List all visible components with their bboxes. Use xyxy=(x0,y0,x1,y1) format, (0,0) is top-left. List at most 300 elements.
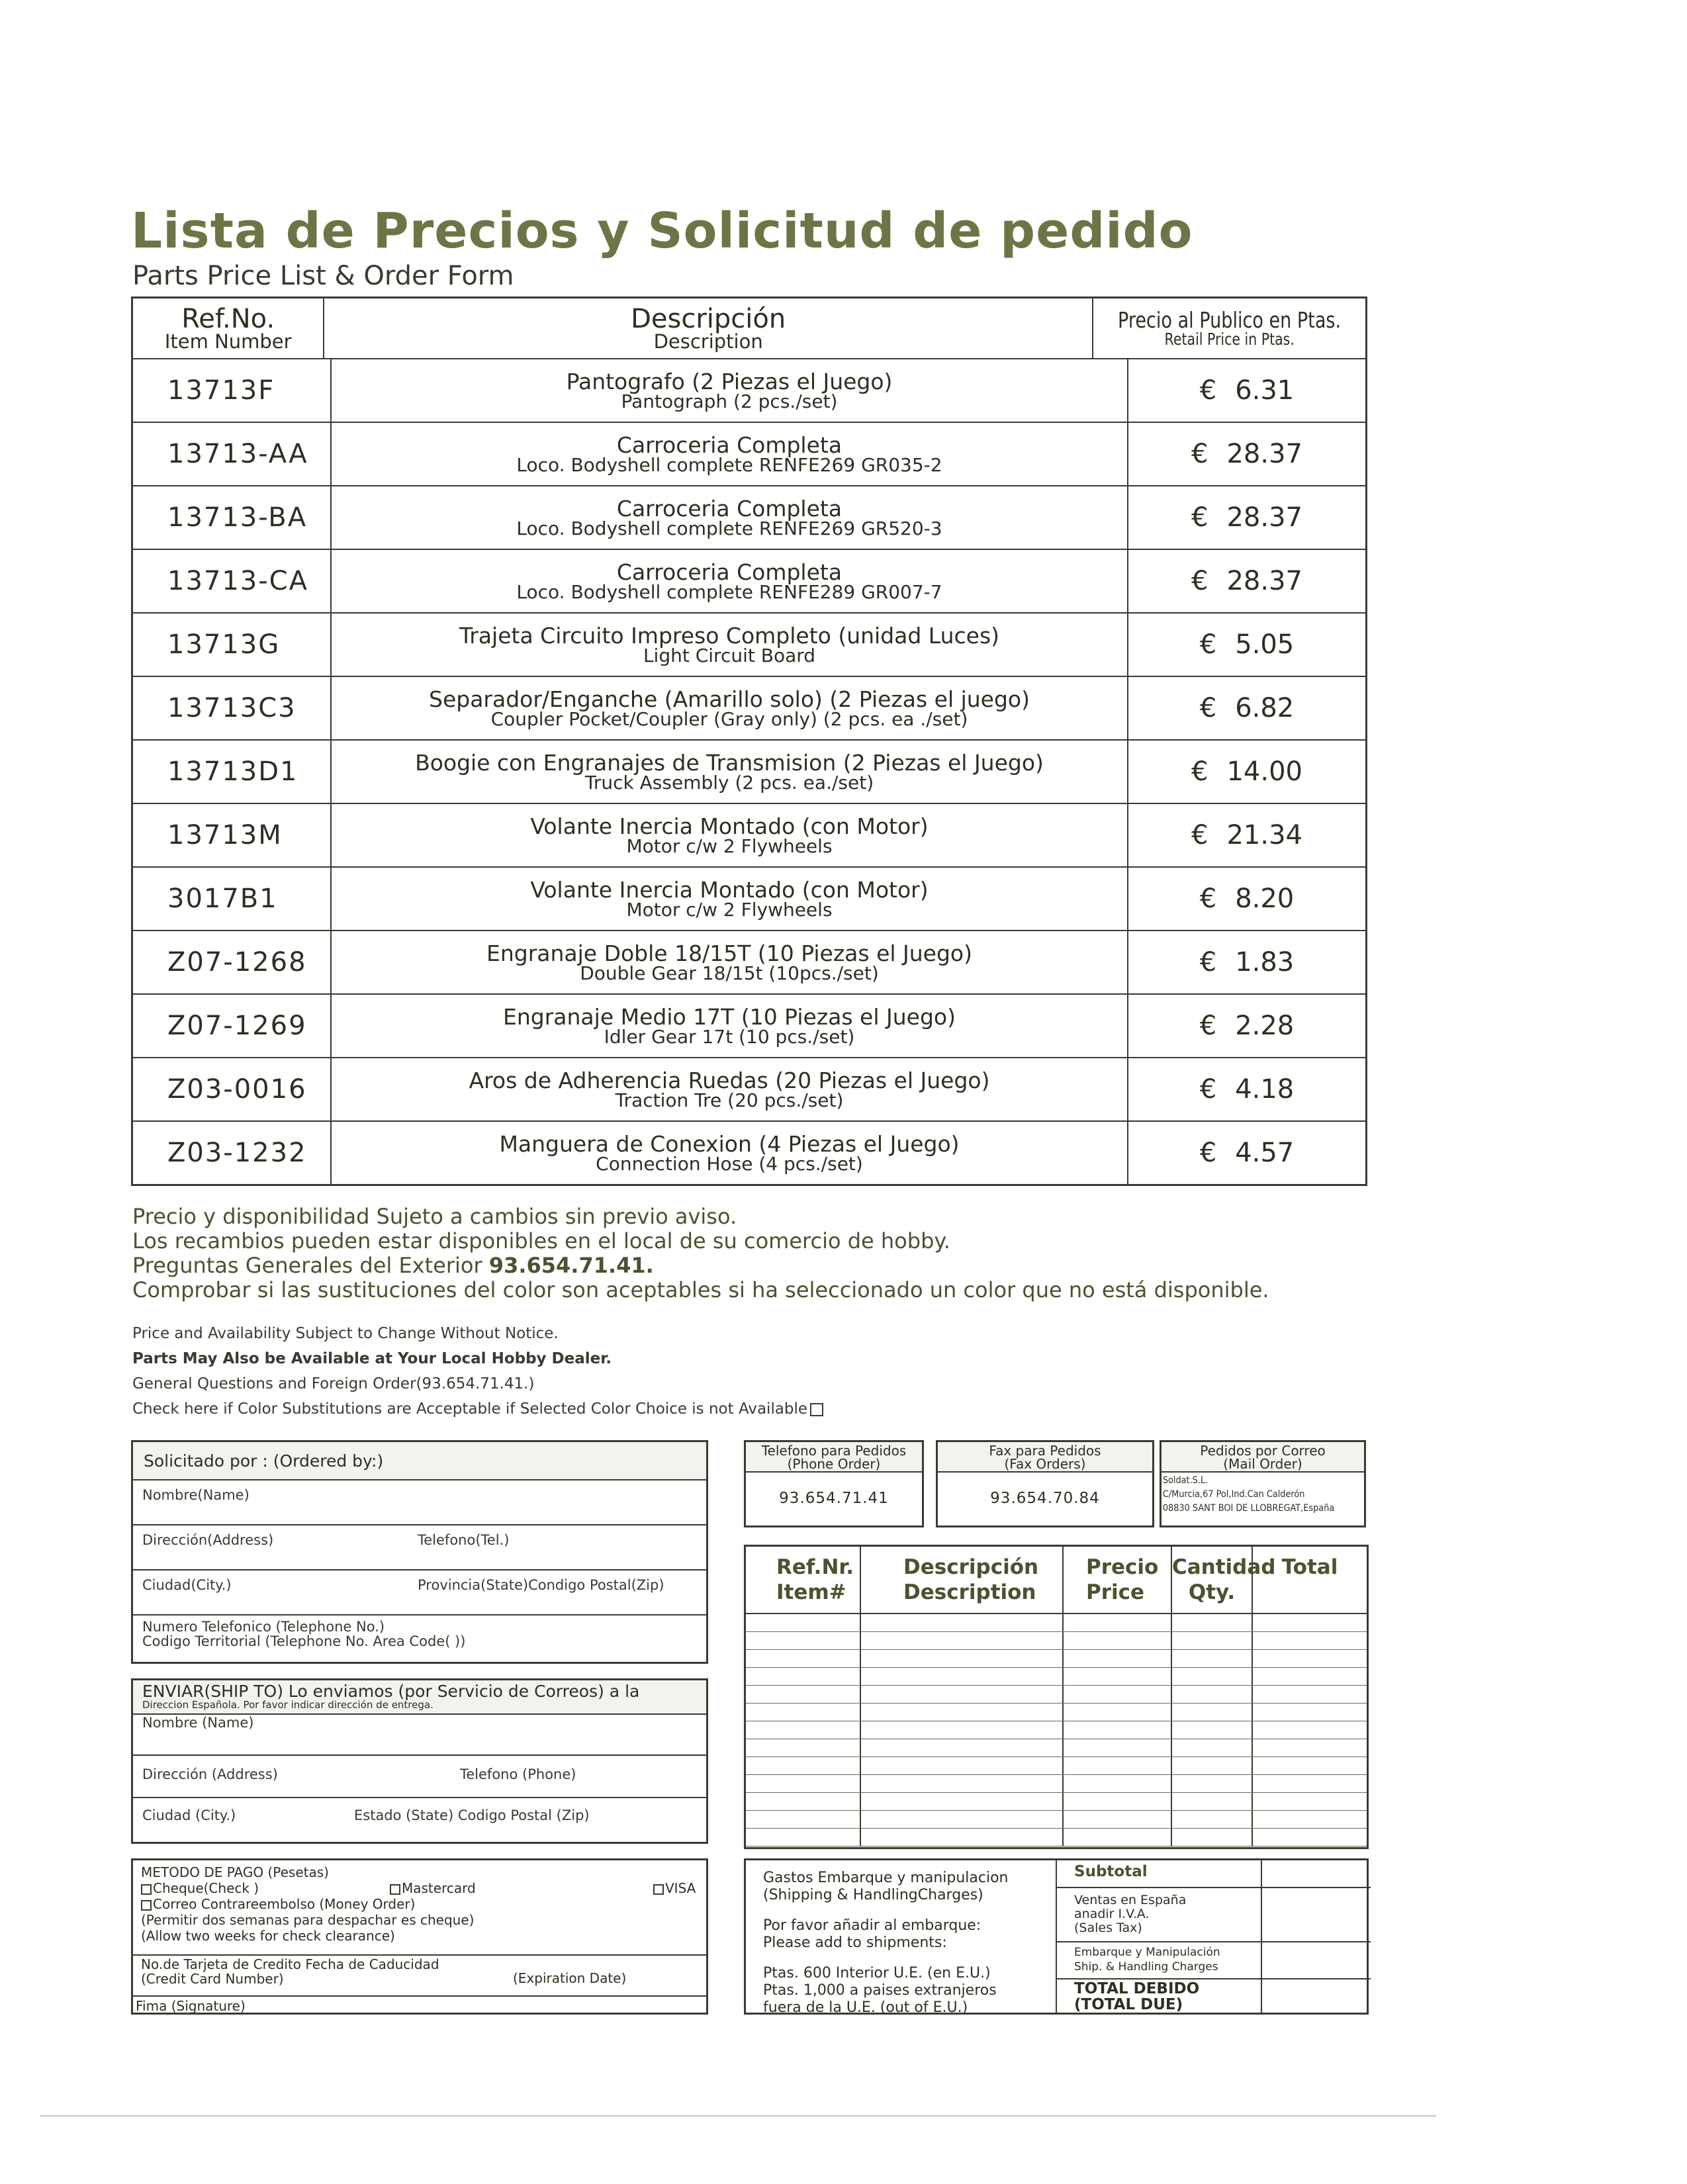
order-cell[interactable] xyxy=(1064,1632,1172,1649)
notes-english xyxy=(132,1321,823,1422)
price-value xyxy=(1200,947,1295,978)
phone-order-head-es: Telefono para Pedidos xyxy=(761,1443,907,1459)
order-cell[interactable] xyxy=(1172,1632,1253,1649)
name-label: Nombre(Name) xyxy=(142,1487,250,1503)
ship-state-label: Estado (State) Codigo Postal (Zip) xyxy=(354,1807,590,1823)
order-line[interactable] xyxy=(746,1704,1367,1721)
page-title: Lista de Precios y Solicitud de pedido xyxy=(131,203,1193,259)
price-amount: 1.83 xyxy=(1235,947,1295,978)
price-value xyxy=(1200,693,1295,723)
phone-order-box xyxy=(744,1440,924,1527)
order-cell[interactable] xyxy=(1253,1721,1367,1739)
shipping-line-3: Por favor añadir al embarque: xyxy=(763,1917,981,1934)
expiration-label: (Expiration Date) xyxy=(513,1970,627,1986)
shipping-line-4: Please add to shipments: xyxy=(763,1934,947,1951)
price-cell xyxy=(1128,1058,1365,1120)
name-field[interactable] xyxy=(133,1480,706,1525)
ordered-by-box xyxy=(131,1440,708,1664)
ship-address-field[interactable] xyxy=(133,1756,706,1798)
ref-header xyxy=(133,298,324,358)
ot-qty-header xyxy=(1172,1547,1276,1613)
price-amount: 6.82 xyxy=(1235,693,1295,723)
signature-divider xyxy=(133,1995,706,1997)
description-cell xyxy=(332,677,1128,739)
city-state-field[interactable] xyxy=(133,1570,706,1615)
description-en: Traction Tre (20 pcs./set) xyxy=(615,1089,844,1111)
ref-cell: 13713-AA xyxy=(133,423,332,485)
description-cell xyxy=(332,1058,1128,1120)
price-amount: 5.05 xyxy=(1235,629,1295,660)
description-cell xyxy=(332,359,1128,422)
ship-to-title: ENVIAR(SHIP TO) Lo enviamos (por Servicio de Correos) a la xyxy=(142,1682,640,1701)
order-cell[interactable] xyxy=(861,1775,1064,1792)
description-en: Truck Assembly (2 pcs. ea./set) xyxy=(584,771,874,794)
shipping-charges-box xyxy=(744,1858,1369,2015)
ot-price-header xyxy=(1064,1547,1172,1613)
payment-title: METODO DE PAGO (Pesetas) xyxy=(141,1864,329,1880)
order-cell[interactable] xyxy=(1172,1829,1253,1846)
currency-symbol: € xyxy=(1199,693,1217,723)
tel-number-label: Numero Telefonico (Telephone No.) xyxy=(142,1619,385,1635)
payment-note-2: (Allow two weeks for check clearance) xyxy=(141,1928,395,1944)
order-line[interactable] xyxy=(746,1614,1367,1632)
description-es: Manguera de Conexion (4 Piezas el Juego) xyxy=(499,1130,960,1157)
description-en: Motor c/w 2 Flywheels xyxy=(626,898,833,921)
price-value xyxy=(1200,1074,1295,1105)
order-cell[interactable] xyxy=(1253,1632,1367,1649)
description-cell xyxy=(332,614,1128,676)
order-cell[interactable] xyxy=(1253,1757,1367,1774)
order-table xyxy=(744,1545,1369,1849)
price-cell xyxy=(1128,423,1365,485)
description-cell xyxy=(332,1122,1128,1184)
payment-box xyxy=(131,1858,708,2015)
order-cell[interactable] xyxy=(861,1811,1064,1828)
total-due-row xyxy=(1057,1979,1371,2013)
price-row xyxy=(133,549,1365,612)
price-amount: 2.28 xyxy=(1235,1011,1295,1041)
shipping-spacer-1 xyxy=(763,1904,1056,1917)
price-value xyxy=(1200,629,1295,660)
order-cell[interactable] xyxy=(1064,1757,1172,1774)
order-cell[interactable] xyxy=(861,1829,1064,1846)
phone-order-number: 93.654.71.41 xyxy=(779,1490,889,1507)
price-row xyxy=(133,676,1365,739)
order-line[interactable] xyxy=(746,1650,1367,1668)
note-en-3: General Questions and Foreign Order(93.654.71.41.) xyxy=(132,1375,535,1392)
order-cell[interactable] xyxy=(1172,1811,1253,1828)
order-cell[interactable] xyxy=(1253,1686,1367,1703)
shipping-line-6: Ptas. 1,000 a paises extranjeros xyxy=(763,1982,997,1999)
price-amount: 4.57 xyxy=(1235,1138,1295,1168)
order-cell[interactable] xyxy=(746,1811,861,1828)
note-es-4: Comprobar si las sustituciones del color son aceptables si ha seleccionado un color que no está disponible. xyxy=(132,1277,1269,1302)
check-label: Cheque(Check ) xyxy=(153,1880,259,1896)
desc-header-es: Descripción xyxy=(631,303,786,334)
price-cell xyxy=(1128,868,1365,930)
price-amount: 6.31 xyxy=(1235,375,1295,406)
mail-order-head xyxy=(1162,1442,1364,1473)
money-order-label: Correo Contrareembolso (Money Order) xyxy=(153,1896,416,1912)
ot-desc-en: Description xyxy=(903,1580,1036,1604)
order-cell[interactable] xyxy=(1064,1668,1172,1685)
description-en: Motor c/w 2 Flywheels xyxy=(626,835,833,857)
order-cell[interactable] xyxy=(1064,1650,1172,1667)
description-es: Volante Inercia Montado (con Motor) xyxy=(530,876,929,903)
description-cell xyxy=(332,804,1128,866)
note-es-1: Precio y disponibilidad Sujeto a cambios sin previo aviso. xyxy=(132,1204,737,1229)
state-label: Provincia(State)Condigo Postal(Zip) xyxy=(418,1577,664,1593)
description-es: Carroceria Completa xyxy=(616,495,843,522)
order-line[interactable] xyxy=(746,1811,1367,1829)
note-en-1: Price and Availability Subject to Change Without Notice. xyxy=(132,1325,559,1342)
order-cell[interactable] xyxy=(861,1704,1064,1721)
price-value xyxy=(1191,820,1302,850)
note-es-2: Los recambios pueden estar disponibles en el local de su comercio de hobby. xyxy=(132,1228,950,1253)
mail-address-line-2: C/Murcia,67 Pol,Ind.Can Calderón xyxy=(1162,1489,1305,1500)
ref-cell: 3017B1 xyxy=(133,868,332,930)
description-cell xyxy=(332,486,1128,549)
price-cell xyxy=(1128,741,1365,803)
money-order-option[interactable] xyxy=(141,1896,697,1912)
area-code-label: Codigo Territorial (Telephone No. Area Code( )) xyxy=(142,1633,466,1649)
description-cell xyxy=(332,550,1128,612)
order-cell[interactable] xyxy=(1172,1704,1253,1721)
description-es: Carroceria Completa xyxy=(616,559,843,585)
order-line[interactable] xyxy=(746,1632,1367,1650)
price-row xyxy=(133,485,1365,549)
order-cell[interactable] xyxy=(1064,1686,1172,1703)
order-cell[interactable] xyxy=(1253,1793,1367,1810)
order-cell[interactable] xyxy=(1172,1650,1253,1667)
shipping-line-1: Gastos Embarque y manipulacion xyxy=(763,1870,1009,1886)
description-en: Light Circuit Board xyxy=(643,644,816,666)
handling-line-2: Ship. & Handling Charges xyxy=(1074,1960,1218,1974)
phone-order-head xyxy=(746,1442,922,1473)
currency-symbol: € xyxy=(1191,439,1208,469)
ship-name-label: Nombre (Name) xyxy=(142,1715,254,1731)
ref-cell: 13713M xyxy=(133,804,332,866)
order-cell[interactable] xyxy=(746,1829,861,1846)
order-cell[interactable] xyxy=(861,1650,1064,1667)
mail-order-head-es: Pedidos por Correo xyxy=(1200,1443,1326,1459)
order-line[interactable] xyxy=(746,1721,1367,1739)
telephone-field[interactable] xyxy=(133,1615,706,1663)
order-cell[interactable] xyxy=(746,1704,861,1721)
order-cell[interactable] xyxy=(861,1721,1064,1739)
order-cell[interactable] xyxy=(746,1650,861,1667)
currency-symbol: € xyxy=(1199,1011,1217,1041)
price-header xyxy=(1093,298,1365,358)
description-en: Double Gear 18/15t (10pcs./set) xyxy=(580,962,879,984)
ref-cell: 13713-BA xyxy=(133,486,332,549)
currency-symbol: € xyxy=(1199,375,1217,406)
order-cell[interactable] xyxy=(1172,1793,1253,1810)
handling-line-1: Embarque y Manipulación xyxy=(1074,1946,1220,1959)
page-subtitle: Parts Price List & Order Form xyxy=(132,261,514,291)
total-due-en: (TOTAL DUE) xyxy=(1074,1996,1183,2013)
tax-line-1: Ventas en España xyxy=(1074,1893,1187,1907)
currency-symbol: € xyxy=(1199,884,1217,914)
price-row xyxy=(133,739,1365,803)
ship-name-field[interactable] xyxy=(133,1715,706,1756)
price-table xyxy=(131,296,1367,1186)
ref-cell: Z03-0016 xyxy=(133,1058,332,1120)
order-cell[interactable] xyxy=(1253,1650,1367,1667)
order-line[interactable] xyxy=(746,1757,1367,1775)
desc-header-en: Description xyxy=(653,330,763,353)
ship-to-subtitle: Direccion Española. Por favor indicar dirección de entrega. xyxy=(142,1699,433,1711)
order-cell[interactable] xyxy=(1172,1721,1253,1739)
color-substitution-checkbox[interactable] xyxy=(810,1403,823,1416)
visa-label: VISA xyxy=(665,1880,696,1896)
description-es: Trajeta Circuito Impreso Completo (unidad Luces) xyxy=(459,622,1000,649)
order-table-body xyxy=(746,1614,1367,1846)
price-row xyxy=(133,422,1365,485)
order-cell[interactable] xyxy=(1253,1829,1367,1846)
currency-symbol: € xyxy=(1199,629,1217,660)
price-amount: 14.00 xyxy=(1226,756,1302,787)
order-cell[interactable] xyxy=(1064,1721,1172,1739)
order-cell[interactable] xyxy=(1172,1775,1253,1792)
order-cell[interactable] xyxy=(746,1721,861,1739)
currency-symbol: € xyxy=(1191,502,1208,533)
order-table-header xyxy=(746,1547,1367,1614)
address-label: Dirección(Address) xyxy=(142,1532,274,1548)
order-line[interactable] xyxy=(746,1775,1367,1793)
note-es-3-phone: 93.654.71.41. xyxy=(488,1253,654,1278)
check-option[interactable] xyxy=(141,1880,259,1896)
price-value xyxy=(1191,502,1302,533)
ot-price-es: Precio xyxy=(1086,1555,1159,1579)
price-value xyxy=(1200,1138,1295,1168)
desc-header xyxy=(324,298,1093,358)
order-cell[interactable] xyxy=(1253,1775,1367,1792)
money-order-checkbox[interactable] xyxy=(141,1900,152,1911)
note-en-2: Parts May Also be Available at Your Local Hobby Dealer. xyxy=(132,1350,612,1367)
order-cell[interactable] xyxy=(1064,1829,1172,1846)
description-es: Carroceria Completa xyxy=(616,432,843,458)
price-row xyxy=(133,993,1365,1057)
order-cell[interactable] xyxy=(746,1775,861,1792)
note-en-4-text: Check here if Color Substitutions are Acceptable if Selected Color Choice is not Available xyxy=(132,1400,808,1418)
order-line[interactable] xyxy=(746,1668,1367,1686)
order-cell[interactable] xyxy=(1253,1704,1367,1721)
price-row xyxy=(133,1120,1365,1184)
card-number-field[interactable] xyxy=(141,1957,439,1986)
order-line[interactable] xyxy=(746,1686,1367,1704)
price-value xyxy=(1191,439,1302,469)
subtotal-row xyxy=(1057,1860,1371,1888)
description-en: Loco. Bodyshell complete RENFE269 GR035-2 xyxy=(516,453,942,476)
price-row xyxy=(133,358,1365,422)
note-es-3-text: Preguntas Generales del Exterior xyxy=(132,1253,489,1278)
fax-order-number: 93.654.70.84 xyxy=(990,1490,1100,1507)
ordered-by-title: Solicitado por : (Ordered by:) xyxy=(133,1442,706,1480)
mastercard-option[interactable] xyxy=(390,1880,476,1896)
ref-cell: 13713C3 xyxy=(133,677,332,739)
order-cell[interactable] xyxy=(1064,1704,1172,1721)
price-cell xyxy=(1128,677,1365,739)
price-header-en: Retail Price in Ptas. xyxy=(1164,330,1295,349)
order-cell[interactable] xyxy=(861,1739,1064,1756)
shipping-line-7: fuera de la U.E. (out of E.U.) xyxy=(763,1999,968,2016)
fax-order-head-en: (Fax Orders) xyxy=(1004,1456,1086,1472)
ot-ref-en: Item# xyxy=(776,1580,846,1604)
ref-cell: Z07-1268 xyxy=(133,931,332,993)
description-en: Connection Hose (4 pcs./set) xyxy=(596,1152,863,1175)
description-cell xyxy=(332,741,1128,803)
description-en: Coupler Pocket/Coupler (Gray only) (2 pcs. ea ./set) xyxy=(490,707,968,730)
order-cell[interactable] xyxy=(1253,1739,1367,1756)
ot-total-header: Total xyxy=(1281,1555,1338,1579)
order-cell[interactable] xyxy=(1172,1614,1253,1631)
currency-symbol: € xyxy=(1191,566,1208,596)
price-row xyxy=(133,803,1365,866)
order-cell[interactable] xyxy=(1064,1775,1172,1792)
order-cell[interactable] xyxy=(746,1614,861,1631)
price-value xyxy=(1191,566,1302,596)
order-cell[interactable] xyxy=(746,1632,861,1649)
order-cell[interactable] xyxy=(746,1686,861,1703)
price-cell xyxy=(1128,1122,1365,1184)
order-cell[interactable] xyxy=(861,1632,1064,1649)
tax-line-2: anadir I.V.A. xyxy=(1074,1907,1150,1921)
fax-order-head-es: Fax para Pedidos xyxy=(989,1443,1101,1459)
order-cell[interactable] xyxy=(1064,1811,1172,1828)
order-cell[interactable] xyxy=(1172,1668,1253,1685)
shipping-spacer-2 xyxy=(763,1952,1056,1965)
card-divider xyxy=(133,1954,706,1956)
order-cell[interactable] xyxy=(746,1668,861,1685)
description-es: Volante Inercia Montado (con Motor) xyxy=(530,813,929,839)
order-cell[interactable] xyxy=(746,1739,861,1756)
order-line[interactable] xyxy=(746,1739,1367,1757)
description-en: Loco. Bodyshell complete RENFE269 GR520-3 xyxy=(516,517,942,539)
ship-city-label: Ciudad (City.) xyxy=(142,1807,236,1823)
order-cell[interactable] xyxy=(861,1757,1064,1774)
mail-address-line-1: Soldat.S.L. xyxy=(1162,1475,1208,1486)
order-cell[interactable] xyxy=(1064,1793,1172,1810)
mastercard-checkbox[interactable] xyxy=(390,1884,400,1895)
mail-order-address xyxy=(1162,1473,1348,1516)
signature-field[interactable]: Fima (Signature) xyxy=(136,1998,246,2014)
order-cell[interactable] xyxy=(1064,1739,1172,1756)
order-cell[interactable] xyxy=(861,1793,1064,1810)
order-cell[interactable] xyxy=(746,1793,861,1810)
tax-line-3: (Sales Tax) xyxy=(1074,1921,1142,1935)
phone-order-head-en: (Phone Order) xyxy=(787,1456,881,1472)
price-cell xyxy=(1128,550,1365,612)
handling-label xyxy=(1057,1942,1262,1978)
ot-ref-es: Ref.Nr. xyxy=(776,1555,854,1579)
order-cell[interactable] xyxy=(1172,1686,1253,1703)
description-cell xyxy=(332,995,1128,1057)
ref-cell: 13713G xyxy=(133,614,332,676)
description-es: Engranaje Medio 17T (10 Piezas el Juego) xyxy=(503,1003,956,1030)
price-amount: 28.37 xyxy=(1226,439,1302,469)
price-amount: 28.37 xyxy=(1226,566,1302,596)
order-cell[interactable] xyxy=(746,1757,861,1774)
notes-spanish xyxy=(132,1205,1269,1302)
ref-cell: 13713-CA xyxy=(133,550,332,612)
currency-symbol: € xyxy=(1199,1074,1217,1105)
price-row xyxy=(133,1057,1365,1120)
price-cell xyxy=(1128,995,1365,1057)
description-es: Boogie con Engranajes de Transmision (2 Piezas el Juego) xyxy=(415,749,1044,776)
payment-options xyxy=(141,1864,697,1944)
price-header-es: Precio al Publico en Ptas. xyxy=(1117,307,1341,333)
currency-symbol: € xyxy=(1191,820,1208,850)
ship-address-label: Dirección (Address) xyxy=(142,1766,278,1782)
description-es: Separador/Enganche (Amarillo solo) (2 Piezas el juego) xyxy=(429,686,1030,712)
price-table-body xyxy=(133,358,1365,1184)
description-en: Idler Gear 17t (10 pcs./set) xyxy=(604,1025,855,1048)
ref-header-en: Item Number xyxy=(164,330,292,353)
order-cell[interactable] xyxy=(861,1614,1064,1631)
price-cell xyxy=(1128,486,1365,549)
price-cell xyxy=(1128,614,1365,676)
check-checkbox[interactable] xyxy=(141,1884,152,1895)
order-cell[interactable] xyxy=(1172,1757,1253,1774)
visa-option[interactable] xyxy=(653,1880,696,1896)
price-amount: 21.34 xyxy=(1226,820,1302,850)
shipping-info xyxy=(746,1860,1057,2016)
order-cell[interactable] xyxy=(861,1686,1064,1703)
total-due-es: TOTAL DEBIDO xyxy=(1074,1980,1200,1997)
description-es: Aros de Adherencia Ruedas (20 Piezas el Juego) xyxy=(469,1067,990,1093)
address-phone-field[interactable] xyxy=(133,1525,706,1570)
price-amount: 8.20 xyxy=(1235,884,1295,914)
order-cell[interactable] xyxy=(1253,1614,1367,1631)
mail-order-head-en: (Mail Order) xyxy=(1223,1456,1302,1472)
mastercard-label: Mastercard xyxy=(402,1880,476,1896)
telephone-labels xyxy=(142,1619,465,1649)
sales-tax-label xyxy=(1057,1888,1262,1941)
ref-header-es: Ref.No. xyxy=(181,303,275,334)
currency-symbol: € xyxy=(1191,756,1208,787)
visa-checkbox[interactable] xyxy=(653,1884,664,1895)
price-row xyxy=(133,930,1365,993)
order-cell[interactable] xyxy=(1253,1811,1367,1828)
ref-cell: Z07-1269 xyxy=(133,995,332,1057)
description-es: Engranaje Doble 18/15T (10 Piezas el Juego) xyxy=(486,940,972,966)
order-cell[interactable] xyxy=(1172,1739,1253,1756)
order-cell[interactable] xyxy=(861,1668,1064,1685)
order-line[interactable] xyxy=(746,1829,1367,1846)
shipping-line-2: (Shipping & HandlingCharges) xyxy=(763,1887,983,1903)
ot-price-en: Price xyxy=(1086,1580,1145,1604)
card-number-label: No.de Tarjeta de Credito Fecha de Caducidad xyxy=(141,1956,439,1972)
price-value xyxy=(1200,375,1295,406)
ship-city-field[interactable] xyxy=(133,1798,706,1841)
mail-order-box xyxy=(1160,1440,1366,1527)
ship-to-header xyxy=(133,1680,706,1715)
order-cell[interactable] xyxy=(1253,1668,1367,1685)
description-es: Pantografo (2 Piezas el Juego) xyxy=(566,368,893,394)
fax-order-head xyxy=(938,1442,1152,1473)
phone-label: Telefono(Tel.) xyxy=(418,1532,510,1548)
shipping-line-5: Ptas. 600 Interior U.E. (en E.U.) xyxy=(763,1965,991,1981)
order-line[interactable] xyxy=(746,1793,1367,1811)
ot-desc-header xyxy=(861,1547,1064,1613)
description-en: Pantograph (2 pcs./set) xyxy=(621,390,838,412)
note-es-3 xyxy=(132,1253,1269,1278)
price-cell xyxy=(1128,931,1365,993)
order-cell[interactable] xyxy=(1064,1614,1172,1631)
mail-address-line-3: 08830 SANT BOI DE LLOBREGAT,España xyxy=(1162,1503,1335,1514)
total-due-label xyxy=(1057,1979,1262,2013)
